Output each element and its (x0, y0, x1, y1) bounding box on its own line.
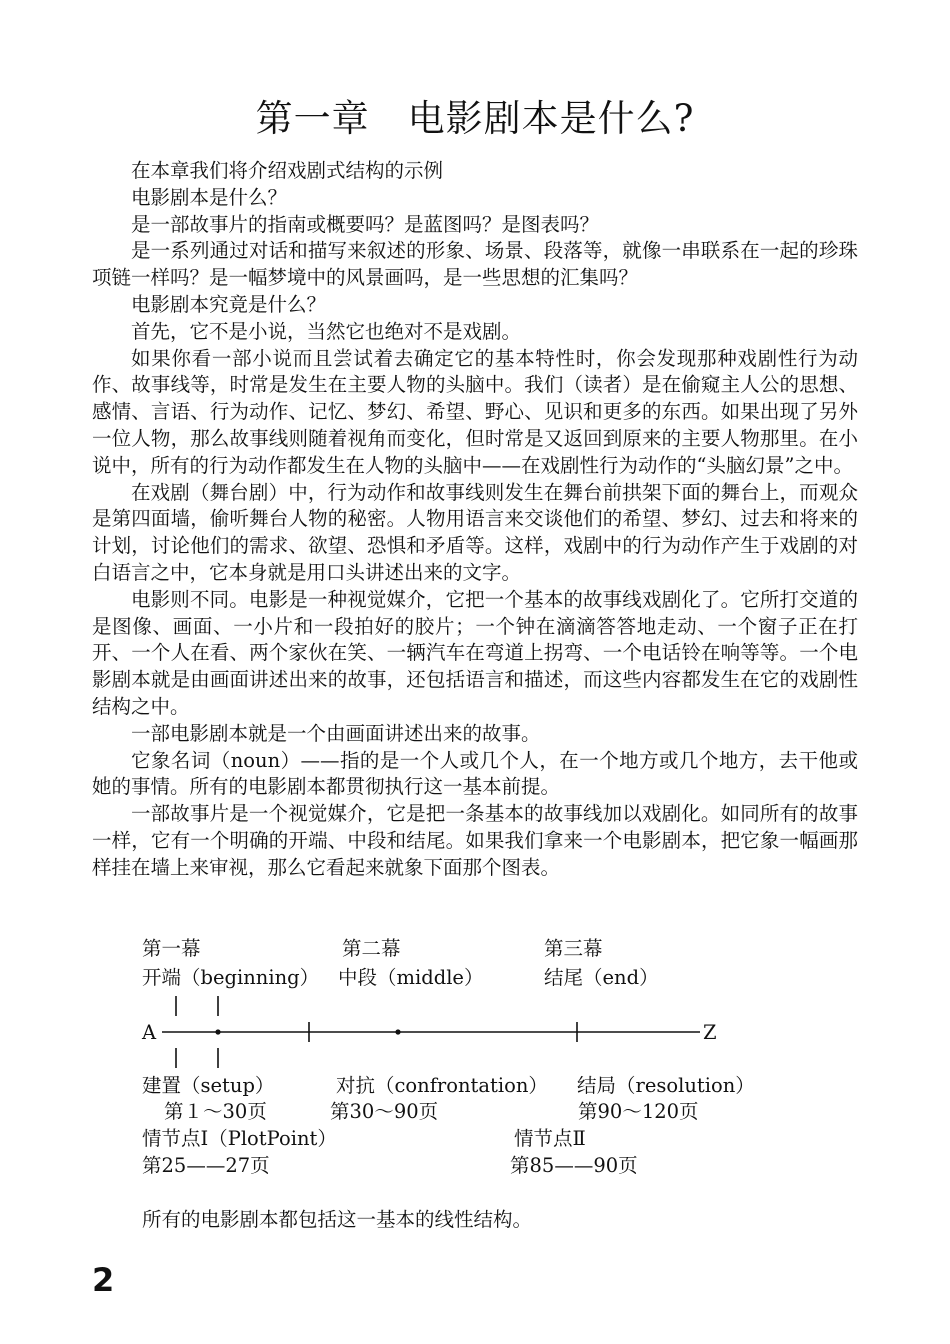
setup-label: 建置（setup） (142, 1074, 275, 1097)
paragraph: 是一系列通过对话和描写来叙述的形象、场景、段落等，就像一串联系在一起的珍珠项链一样吗？是一幅梦境中的风景画吗，是一些思想的汇集吗？ (92, 239, 858, 290)
page-number: 2 (92, 1261, 115, 1299)
plot-point-1-dot (215, 1029, 220, 1034)
act-two-label: 第二幕 (342, 937, 401, 960)
resolution-pages: 第90～120页 (578, 1100, 699, 1123)
paragraph: 电影剧本是什么？ (131, 185, 288, 209)
act-one-label: 第一幕 (142, 937, 201, 960)
plot-point-2-pages: 第85——90页 (510, 1154, 638, 1177)
structure-diagram (142, 936, 782, 1186)
paragraph: 在戏剧（舞台剧）中，行为动作和故事线则发生在舞台前拱架下面的舞台上，而观众是第四面墙，偷听舞台人物的秘密。人物用语言来交谈他们的希望、梦幻、过去和将来的计划，讨论他们的需求、欲望、恐惧和矛盾等。这样，戏剧中的行为动作产生于戏剧的对白语言之中，它本身就是用口头讲述出来的文字。 (92, 480, 858, 584)
body-text (92, 158, 858, 882)
chapter-title: 第一章 电影剧本是什么? (255, 97, 695, 140)
paragraph: 首先，它不是小说，当然它也绝对不是戏剧。 (131, 319, 522, 343)
paragraph: 一部故事片是一个视觉媒介，它是把一条基本的故事线加以戏剧化。如同所有的故事一样，它有一个明确的开端、中段和结尾。如果我们拿来一个电影剧本，把它象一幅画那样挂在墙上来审视，那么它看起来就象下面那个图表。 (92, 802, 858, 879)
paragraph: 一部电影剧本就是一个由画面讲述出来的故事。 (131, 721, 541, 745)
setup-pages: 第１～30页 (164, 1100, 267, 1123)
paragraph: 它象名词（noun）——指的是一个人或几个人，在一个地方或几个地方，去干他或她的事情。所有的电影剧本都贯彻执行这一基本前提。 (92, 748, 858, 799)
plot-point-1-pages: 第25——27页 (142, 1154, 270, 1177)
confrontation-label: 对抗（confrontation） (336, 1074, 548, 1097)
beginning-label: 开端（beginning） (142, 966, 320, 989)
paragraph: 电影剧本究竟是什么？ (131, 292, 327, 316)
end-label: 结尾（end） (544, 966, 659, 989)
axis-end-label: Z (703, 1021, 717, 1044)
conclusion-text: 所有的电影剧本都包括这一基本的线性结构。 (142, 1208, 533, 1231)
plot-point-2-dot (395, 1029, 400, 1034)
axis-start-label: A (142, 1021, 157, 1044)
paragraph: 电影则不同。电影是一种视觉媒介，它把一个基本的故事线戏剧化了。它所打交道的是图像、画面、一小片和一段拍好的胶片；一个钟在滴滴答答地走动、一个窗子正在打开、一个人在看、两个家伙在笑、一辆汽车在弯道上拐弯、一个电话铃在响等等。一个电影剧本就是由画面讲述出来的故事，还包括语言和描述，而这些内容都发生在它的戏剧性结构之中。 (92, 587, 858, 718)
paragraph: 如果你看一部小说而且尝试着去确定它的基本特性时，你会发现那种戏剧性行为动作、故事线等，时常是发生在主要人物的头脑中。我们（读者）是在偷窥主人公的思想、感情、言语、行为动作、记忆、梦幻、希望、野心、见识和更多的东西。如果出现了另外一位人物，那么故事线则随着视角而变化，但时常是又返回到原来的主要人物那里。在小说中，所有的行为动作都发生在人物的头脑中——在戏剧性行为动作的“头脑幻景”之中。 (92, 346, 858, 477)
plot-point-1-label: 情节点Ⅰ（PlotPoint） (142, 1127, 337, 1150)
resolution-label: 结局（resolution） (577, 1074, 755, 1097)
middle-label: 中段（middle） (338, 966, 484, 989)
paragraph: 是一部故事片的指南或概要吗？是蓝图吗？是图表吗？ (131, 212, 600, 236)
act-three-label: 第三幕 (544, 937, 603, 960)
paragraph: 在本章我们将介绍戏剧式结构的示例 (131, 159, 444, 182)
plot-point-2-label: 情节点Ⅱ (514, 1127, 586, 1150)
confrontation-pages: 第30～90页 (330, 1100, 439, 1123)
